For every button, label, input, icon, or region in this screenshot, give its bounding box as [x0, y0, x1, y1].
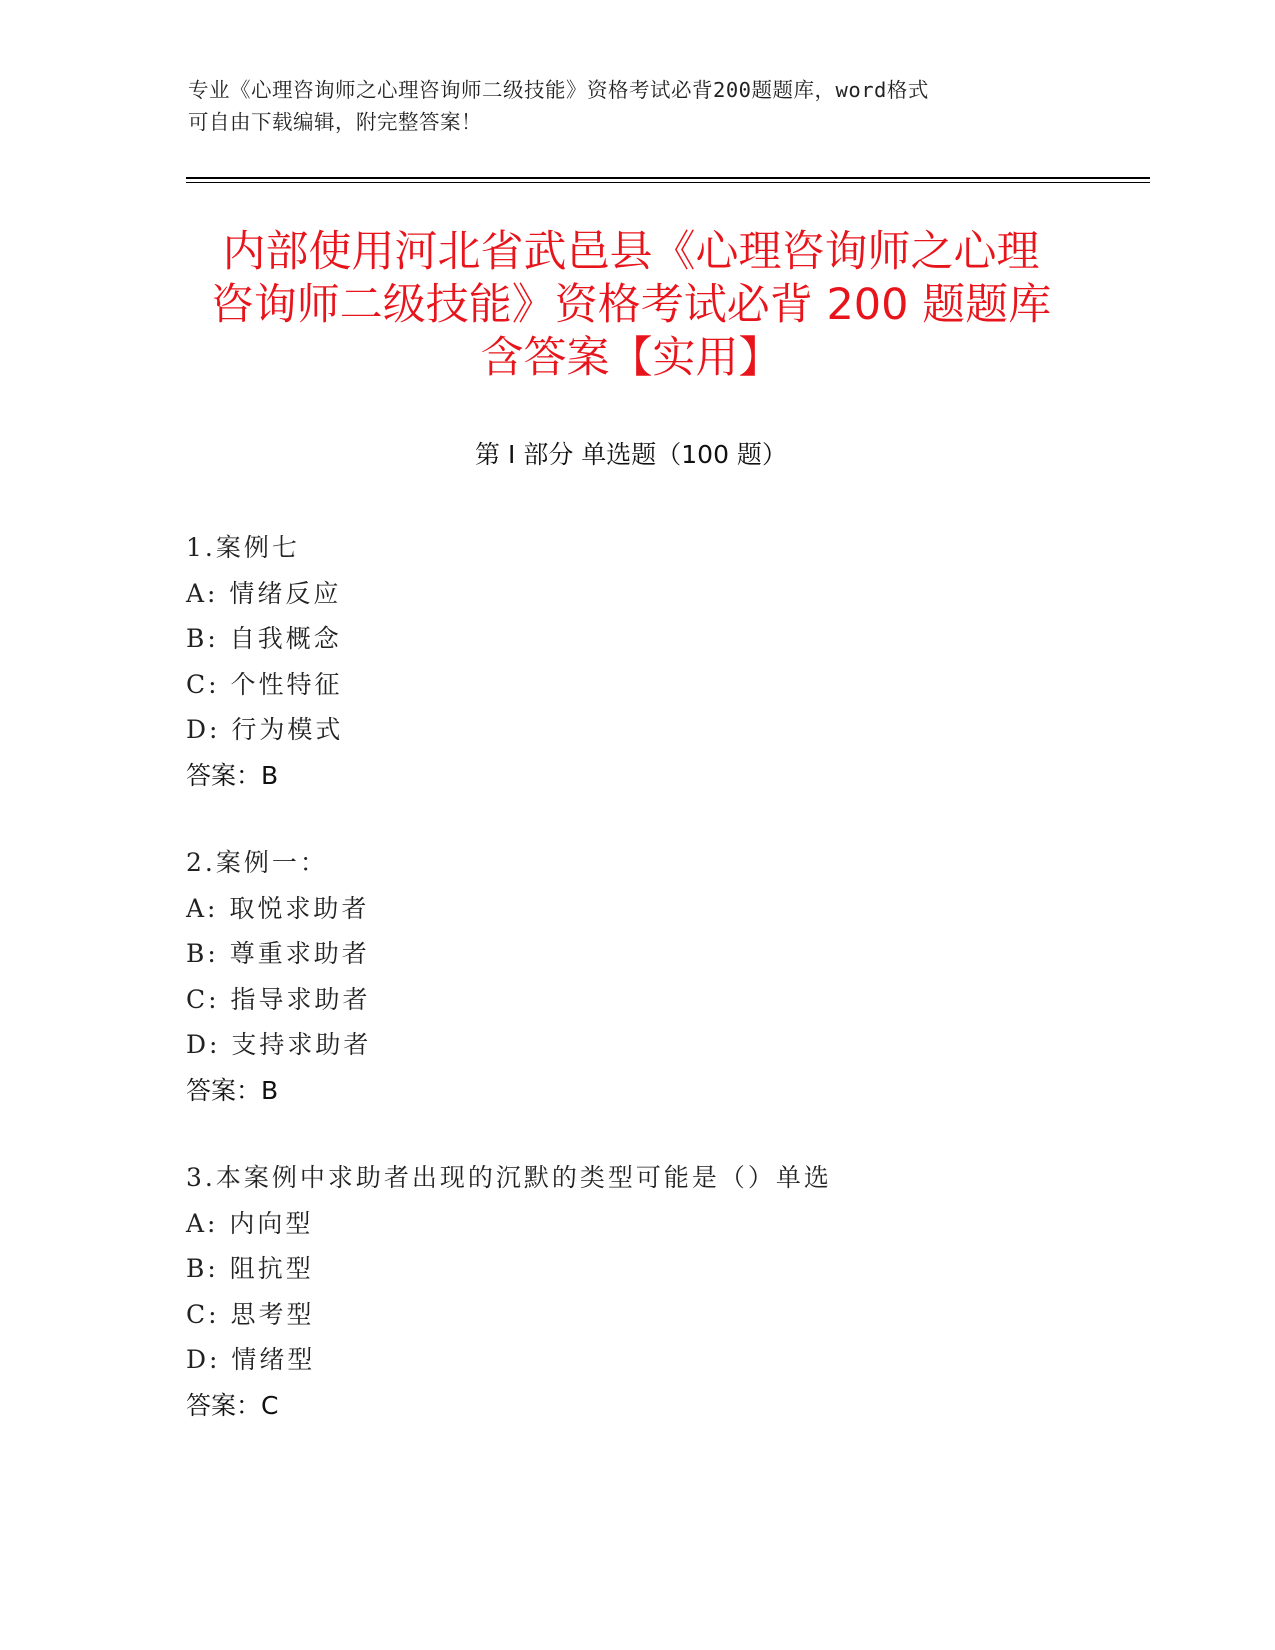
question-3 [186, 1155, 1086, 1428]
document-title [186, 226, 1076, 385]
option-b: B: 自我概念 [186, 624, 342, 653]
question-list [186, 525, 1086, 1470]
question-stem: 2.案例一： [186, 848, 328, 877]
option-b: B: 尊重求助者 [186, 939, 370, 968]
title-line-1: 内部使用河北省武邑县《心理咨询师之心理 [222, 227, 1040, 277]
option-a: A: 情绪反应 [186, 578, 342, 608]
question-stem: 3.本案例中求助者出现的沉默的类型可能是（）单选 [186, 1163, 832, 1192]
header-rule-thick [186, 177, 1150, 179]
header-note-line-2: 可自由下载编辑，附完整答案！ [188, 110, 482, 134]
option-c: C: 思考型 [186, 1299, 315, 1329]
answer: 答案：B [186, 1075, 279, 1105]
question-1 [186, 525, 1086, 798]
title-line-3: 含答案【实用】 [480, 333, 782, 383]
option-d: D: 情绪型 [186, 1345, 316, 1374]
option-b: B: 阻抗型 [186, 1254, 314, 1283]
question-2 [186, 840, 1086, 1113]
header-rule-thin [186, 182, 1150, 183]
option-d: D: 行为模式 [186, 715, 344, 744]
option-a: A: 取悦求助者 [186, 893, 370, 923]
answer: 答案：C [186, 1390, 279, 1420]
option-d: D: 支持求助者 [186, 1030, 372, 1059]
option-c: C: 个性特征 [186, 669, 343, 699]
section-heading: 第 I 部分 单选题（100 题） [475, 440, 787, 469]
option-c: C: 指导求助者 [186, 984, 371, 1014]
question-stem: 1.案例七 [186, 533, 300, 562]
title-line-2: 咨询师二级技能》资格考试必背 200 题题库 [210, 280, 1052, 330]
answer: 答案：B [186, 760, 279, 790]
header-note-line-1: 专业《心理咨询师之心理咨询师二级技能》资格考试必背200题题库，word格式 [188, 78, 929, 102]
option-a: A: 内向型 [186, 1208, 314, 1238]
header-note [188, 74, 1068, 138]
